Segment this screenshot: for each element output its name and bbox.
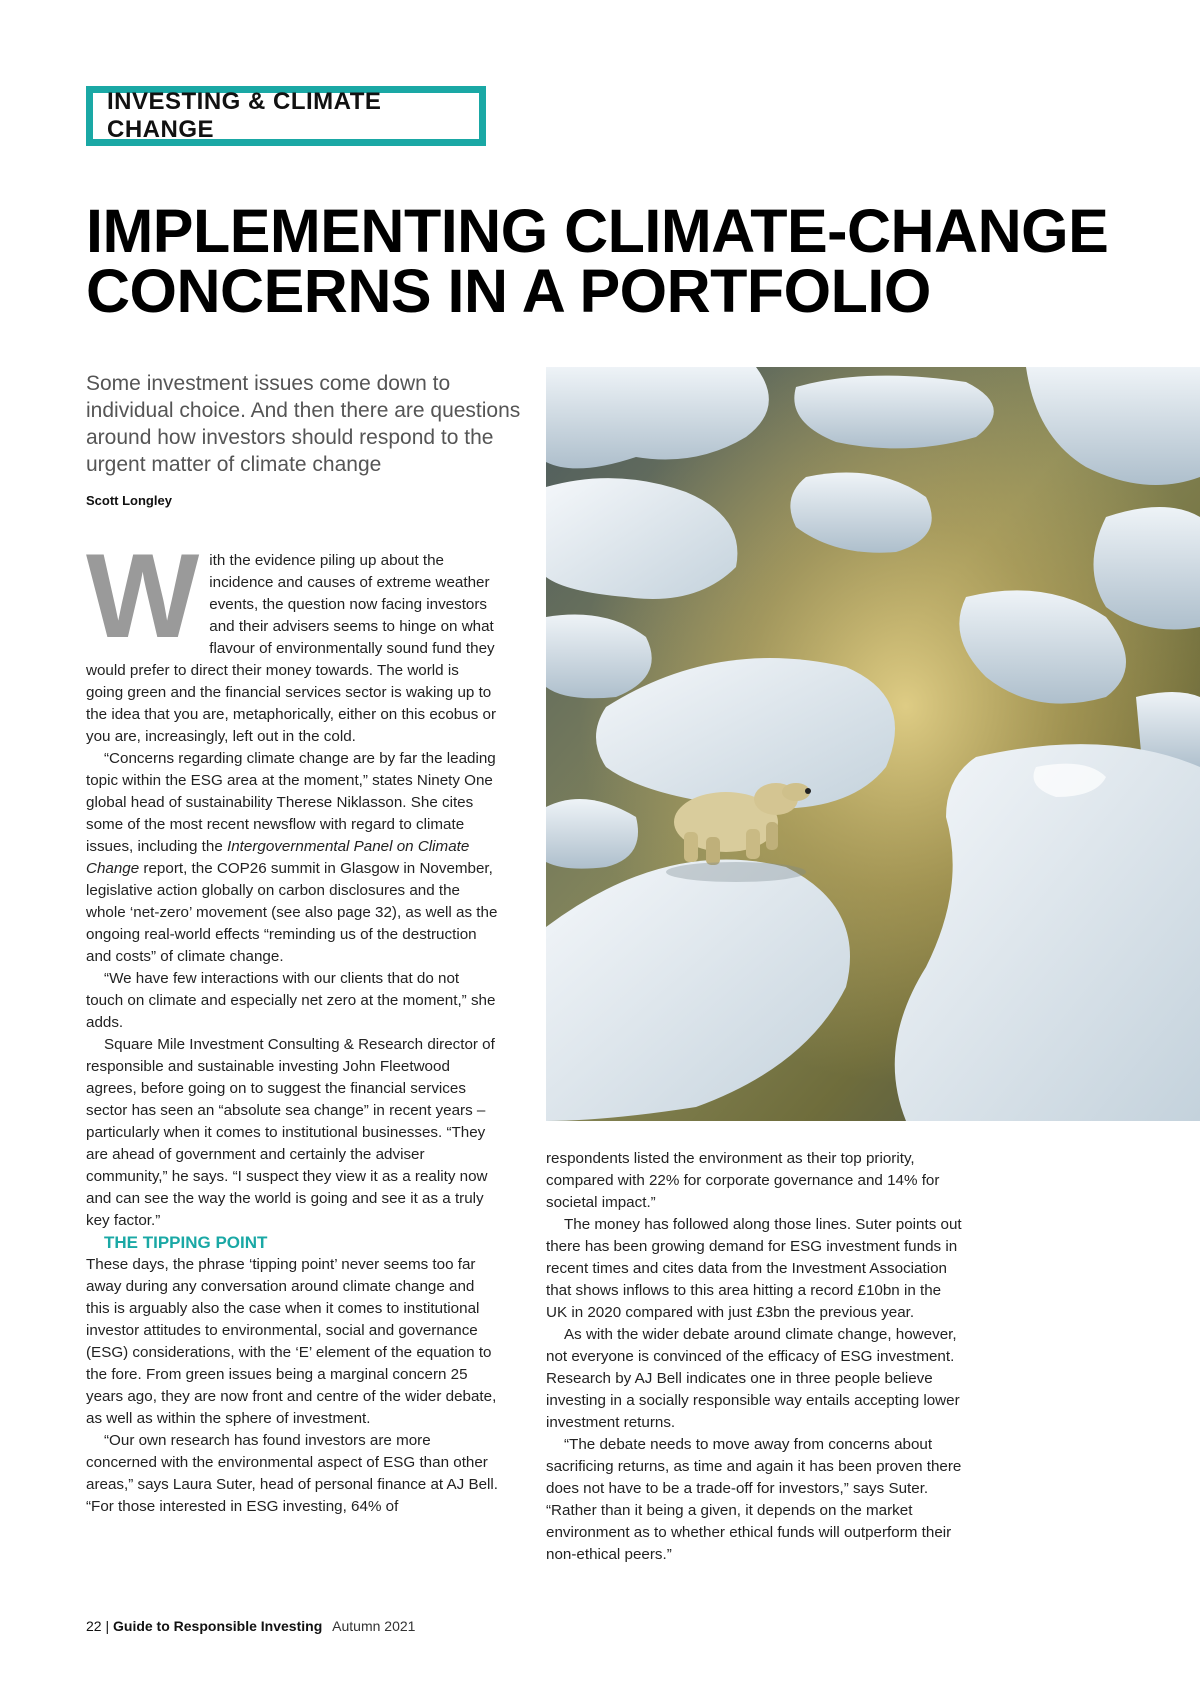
- paragraph-niklasson: [86, 748, 500, 968]
- page-title: [86, 197, 1166, 325]
- paragraph-suter-quote: “The debate needs to move away from concerns about sacrificing returns, as time and again it has been proven there does not have to be a trade-off for investors,” says Suter. “Rather than it being a given, it depends on the market environment as to whether ethical funds will outperform their non-ethical peers.”: [546, 1436, 962, 1563]
- issue-date: Autumn 2021: [332, 1618, 416, 1634]
- publication-name: Guide to Responsible Investing: [113, 1618, 323, 1634]
- ipcc-rest: report, the COP26 summit in Glasgow in November, legislative action globally on carbon disclosures and the whole ‘net-zero’ movement (see also page 32), as well as the ongoing real-world effects “reminding us of the destruction and costs” of climate change.: [86, 860, 498, 965]
- paragraph-interactions: “We have few interactions with our clients that do not touch on climate and especially net zero at the moment,” she adds.: [86, 970, 496, 1031]
- page-number: 22: [86, 1618, 102, 1634]
- headline-line-2: CONCERNS IN A PORTFOLIO: [86, 256, 931, 325]
- polar-bear-illustration: [546, 367, 1200, 1121]
- intro-text: ith the evidence piling up about the incidence and causes of extreme weather events, the question now facing investors and their advisers seems to hinge on what flavour of environmentally sound fund they would prefer to direct their money towards. The world is going green and the financial services sector is waking up to the idea that you are, metaphorically, either on this ecobus or you are, increasingly, left out in the cold.: [86, 552, 497, 745]
- footer-separator: |: [105, 1618, 110, 1634]
- section-tag-label: INVESTING & CLIMATE CHANGE: [107, 88, 382, 143]
- niklasson-text: “Concerns regarding climate change are by far the leading topic within the ESG area at the moment,” states Ninety One global head of sustainability Therese Niklasson. She cites some of the most recent newsflow with regard to climate issues, including the: [86, 750, 496, 855]
- subhead-tipping-point: THE TIPPING POINT: [104, 1233, 268, 1252]
- article-column-2: [546, 1148, 966, 1566]
- interactions-text: We have few interactions with our clients that do not touch on climate and especially net zero at the moment,” she adds.: [86, 970, 496, 1031]
- paragraph-tipping-1: These days, the phrase ‘tipping point’ never seems too far away during any conversation around climate change and this is arguably also the case when it comes to institutional investor attitudes to environmental, social and governance (ESG) considerations, with the ‘E’ element of the equation to the fore. From green issues being a marginal concern 25 years ago, they are now front and centre of the wider debate, as well as within the sphere of investment.: [86, 1256, 497, 1427]
- polar-bear-photo: [546, 367, 1200, 1121]
- byline: Scott Longley: [86, 493, 172, 508]
- paragraph-fleetwood: Square Mile Investment Consulting & Research director of responsible and sustainable investing John Fleetwood agrees, before going on to suggest the financial services sector has seen an “absolute sea change” in recent years – particularly when it comes to institutional businesses. “They are ahead of government and certainly the adviser community,” he says. “I suspect they view it as a reality now and can see the way the world is going and see it as a truly key factor.”: [86, 1036, 495, 1229]
- headline-line-1: IMPLEMENTING CLIMATE-CHANGE: [86, 197, 1109, 265]
- paragraph-intro: [86, 529, 500, 748]
- drop-cap: W: [86, 529, 200, 663]
- paragraph-debate: As with the wider debate around climate change, however, not everyone is convinced of the efficacy of ESG investment. Research by AJ Bell indicates one in three people believe investing in a socially responsible way entails accepting lower investment returns.: [546, 1326, 960, 1431]
- article-column-1: [86, 529, 500, 1518]
- paragraph-money: The money has followed along those lines. Suter points out there has been growing demand for ESG investment funds in recent times and cites data from the Investment Association that shows inflows to this area hitting a record £10bn in the UK in 2020 compared with just £3bn the previous year.: [546, 1216, 962, 1321]
- page-footer: [86, 1618, 415, 1634]
- paragraph-tipping-2: “Our own research has found investors are more concerned with the environmental aspect of ESG than other areas,” says Laura Suter, head of personal finance at AJ Bell. “For those interested in ESG investing, 64% of: [86, 1432, 498, 1515]
- paragraph-respondents: respondents listed the environment as their top priority, compared with 22% for corporate governance and 14% for societal impact.”: [546, 1150, 940, 1211]
- standfirst: Some investment issues come down to individual choice. And then there are questions around how investors should respond to the urgent matter of climate change: [86, 372, 521, 476]
- ipcc-italic: Intergovernmental Panel on Climate Change: [86, 838, 470, 877]
- section-tag: [86, 86, 486, 146]
